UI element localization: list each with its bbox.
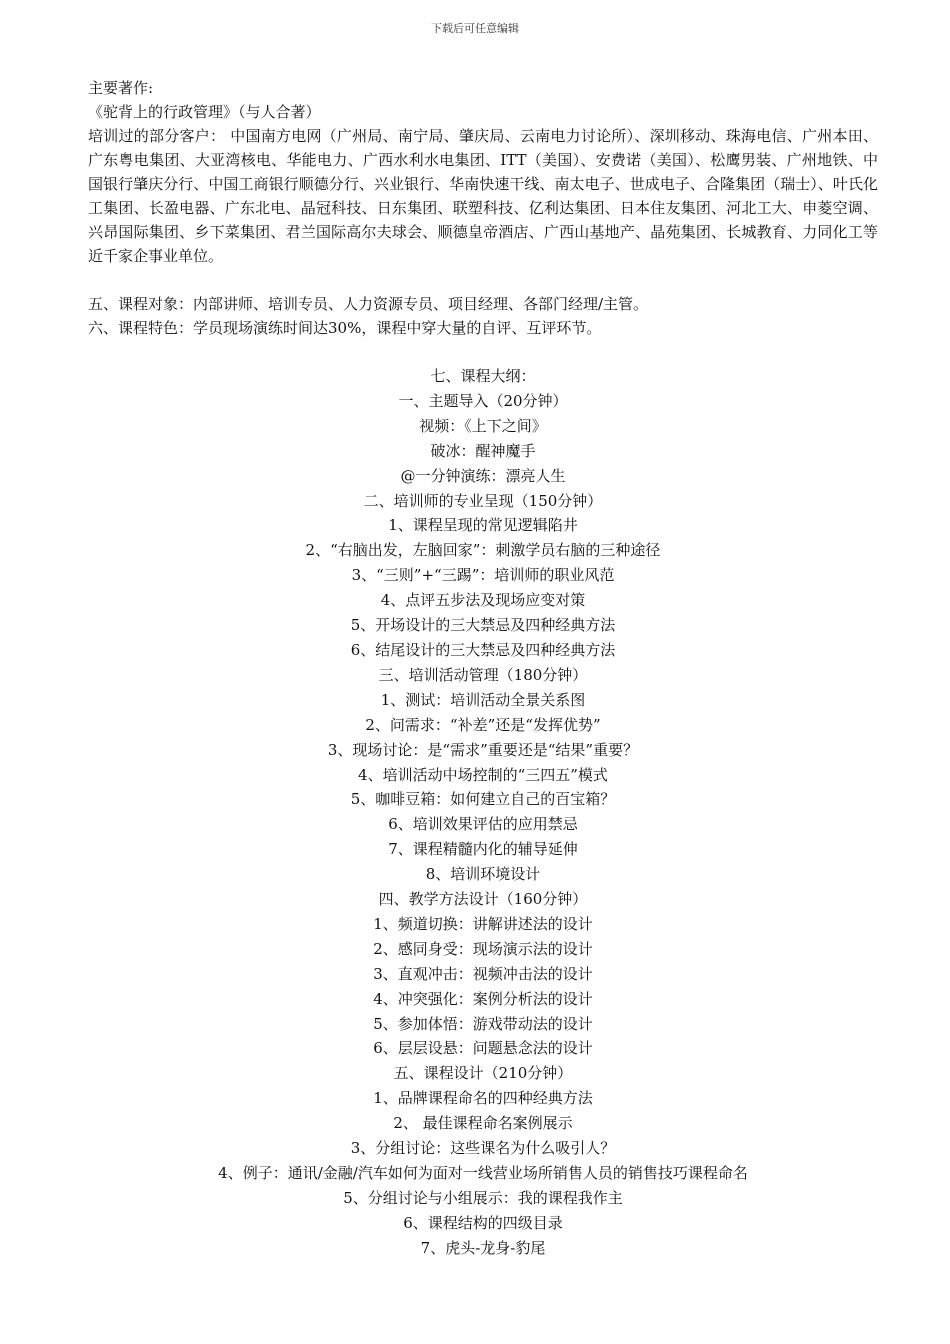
outline-item: 2、“右脑出发，左脑回家”：刺激学员右脑的三种途径 xyxy=(305,541,661,560)
outline-item: 6、课程结构的四级目录 xyxy=(403,1213,563,1232)
document-body xyxy=(88,76,878,1261)
outline-item: 6、培训效果评估的应用禁忌 xyxy=(388,815,578,834)
outline-item: 1、频道切换：讲解讲述法的设计 xyxy=(373,914,593,933)
outline-item: 5、咖啡豆箱：如何建立自己的百宝箱？ xyxy=(350,790,616,809)
works-heading: 主要著作: xyxy=(88,79,154,97)
client-list: 培训过的部分客户： 中国南方电网（广州局、南宁局、肇庆局、云南电力讨论所）、深圳移动、珠海电信、广州本田、广东粤电集团、大亚湾核电、华能电力、广西水利水电集团、ITT（美国）、安费诺（美国）、松鹰男装、广州地铁、中国银行肇庆分行、中国工商银行顺德分行、兴业银行、华南快速干线、南太电子、世成电子、合隆集团（瑞士）、叶氏化工集团、长盈电器、广东北电、晶冠科技、日东集团、联塑科技、亿利达集团、日本住友集团、河北工大、申菱空调、兴昂国际集团、乡下菜集团、君兰国际高尔夫球会、顺德皇帝酒店、广西山基地产、晶苑集团、长城教育、力同化工等近千家企事业单位。 xyxy=(88,127,878,265)
course-audience: 五、课程对象：内部讲师、培训专员、人力资源专员、项目经理、各部门经理/主管。 xyxy=(88,295,649,313)
outline-item: 一、主题导入（20分钟） xyxy=(398,391,568,410)
outline-heading: 七、课程大纲： xyxy=(430,367,536,385)
outline-item: 7、课程精髓内化的辅导延伸 xyxy=(388,840,578,859)
page-header-note: 下载后可任意编辑 xyxy=(431,22,519,35)
outline-item: 4、例子：通讯/金融/汽车如何为面对一线营业场所销售人员的销售技巧课程命名 xyxy=(218,1164,748,1182)
course-outline xyxy=(88,364,878,1261)
outline-item: 2、 最佳课程命名案例展示 xyxy=(393,1114,573,1133)
outline-item: 2、问需求：“补差”还是“发挥优势” xyxy=(365,715,601,734)
outline-item: 5、开场设计的三大禁忌及四种经典方法 xyxy=(350,616,616,635)
outline-item: 1、测试：培训活动全景关系图 xyxy=(380,690,586,709)
outline-item: 3、现场讨论：是“需求”重要还是“结果”重要？ xyxy=(327,740,639,759)
outline-item: 3、“三则”+“三踢”：培训师的职业风范 xyxy=(351,566,615,585)
outline-item: 破冰：醒神魔手 xyxy=(430,441,536,460)
outline-item: 7、虎头-龙身-豹尾 xyxy=(420,1238,546,1257)
outline-item: 四、教学方法设计（160分钟） xyxy=(378,890,588,909)
outline-item: 3、分组讨论：这些课名为什么吸引人？ xyxy=(350,1139,616,1158)
outline-item: 6、结尾设计的三大禁忌及四种经典方法 xyxy=(350,640,616,659)
outline-item: 5、参加体悟：游戏带动法的设计 xyxy=(373,1014,593,1033)
outline-item: 6、层层设悬：问题悬念法的设计 xyxy=(373,1039,593,1058)
book-title: 《驼背上的行政管理》（与人合著） xyxy=(88,103,321,121)
outline-item: 1、课程呈现的常见逻辑陷井 xyxy=(388,516,578,535)
outline-item: @一分钟演练：漂亮人生 xyxy=(400,466,566,485)
outline-item: 2、感同身受：现场演示法的设计 xyxy=(373,939,593,958)
outline-item: 8、培训环境设计 xyxy=(425,865,541,884)
outline-item: 5、分组讨论与小组展示：我的课程我作主 xyxy=(343,1188,623,1207)
course-features: 六、课程特色：学员现场演练时间达30%，课程中穿大量的自评、互评环节。 xyxy=(88,319,602,337)
outline-item: 4、培训活动中场控制的“三四五”模式 xyxy=(358,765,608,784)
outline-item: 五、课程设计（210分钟） xyxy=(393,1064,573,1083)
outline-item: 3、直观冲击：视频冲击法的设计 xyxy=(373,964,593,983)
outline-item: 三、培训活动管理（180分钟） xyxy=(378,665,588,684)
paragraph-gap xyxy=(88,268,878,292)
outline-item: 4、冲突强化：案例分析法的设计 xyxy=(373,989,593,1008)
outline-item: 1、品牌课程命名的四种经典方法 xyxy=(373,1089,593,1108)
outline-item: 4、点评五步法及现场应变对策 xyxy=(380,591,586,610)
outline-item: 视频：《上下之间》 xyxy=(419,416,547,435)
outline-item: 二、培训师的专业呈现（150分钟） xyxy=(363,491,603,510)
paragraph-gap xyxy=(88,340,878,364)
